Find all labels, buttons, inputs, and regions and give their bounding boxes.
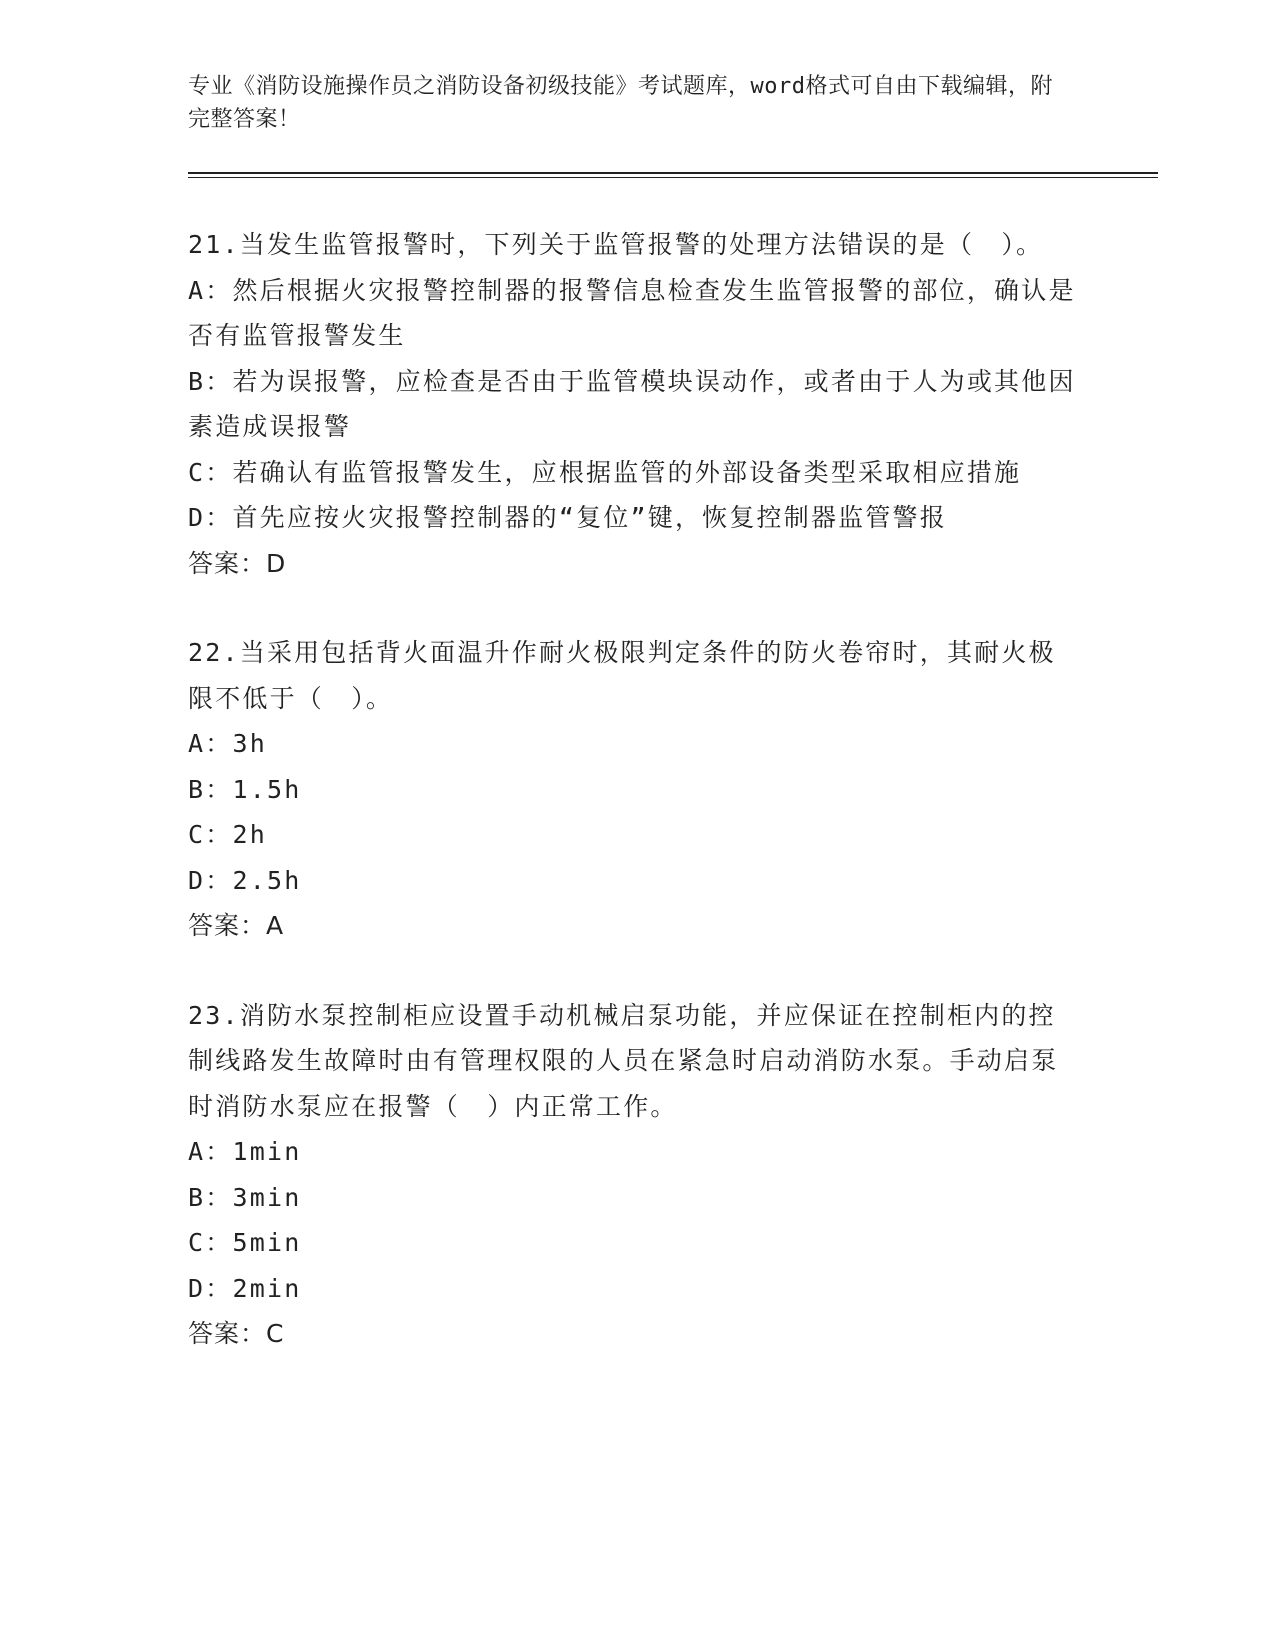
question-stem: 22.当采用包括背火面温升作耐火极限判定条件的防火卷帘时，其耐火极限不低于（ ）。 [188, 638, 1056, 713]
option-a: A：然后根据火灾报警控制器的报警信息检查发生监管报警的部位，确认是否有监管报警发生 [188, 275, 1076, 350]
answer-label: 答案：A [188, 911, 285, 940]
answer-label: 答案：C [188, 1319, 285, 1348]
question-stem: 23.消防水泵控制柜应设置手动机械启泵功能，并应保证在控制柜内的控制线路发生故障时由有管理权限的人员在紧急时启动消防水泵。手动启泵时消防水泵应在报警（ ）内正常工作。 [188, 1000, 1059, 1121]
option-c: C：若确认有监管报警发生，应根据监管的外部设备类型采取相应措施 [188, 457, 1022, 487]
question-stem: 21.当发生监管报警时，下列关于监管报警的处理方法错误的是（ ）。 [188, 230, 1044, 259]
question-21 [188, 222, 1078, 586]
document-page [188, 70, 1158, 1357]
option-a: A：3h [188, 729, 267, 758]
option-d: D：首先应按火灾报警控制器的“复位”键，恢复控制器监管警报 [188, 503, 947, 532]
option-b: B：1.5h [188, 774, 302, 804]
option-d: D：2.5h [188, 865, 302, 895]
option-a: A：1min [188, 1137, 302, 1166]
option-c: C：2h [188, 820, 267, 849]
option-c: C：5min [188, 1228, 302, 1257]
option-b: B：若为误报警，应检查是否由于监管模块误动作，或者由于人为或其他因素造成误报警 [188, 366, 1076, 441]
option-d: D：2min [188, 1273, 302, 1303]
header-divider [188, 172, 1158, 178]
answer-label: 答案：D [188, 548, 287, 578]
question-22 [188, 630, 1078, 949]
option-b: B：3min [188, 1182, 302, 1212]
document-header: 专业《消防设施操作员之消防设备初级技能》考试题库，word格式可自由下载编辑，附完整答案！ [188, 74, 1053, 132]
question-23 [188, 993, 1078, 1357]
